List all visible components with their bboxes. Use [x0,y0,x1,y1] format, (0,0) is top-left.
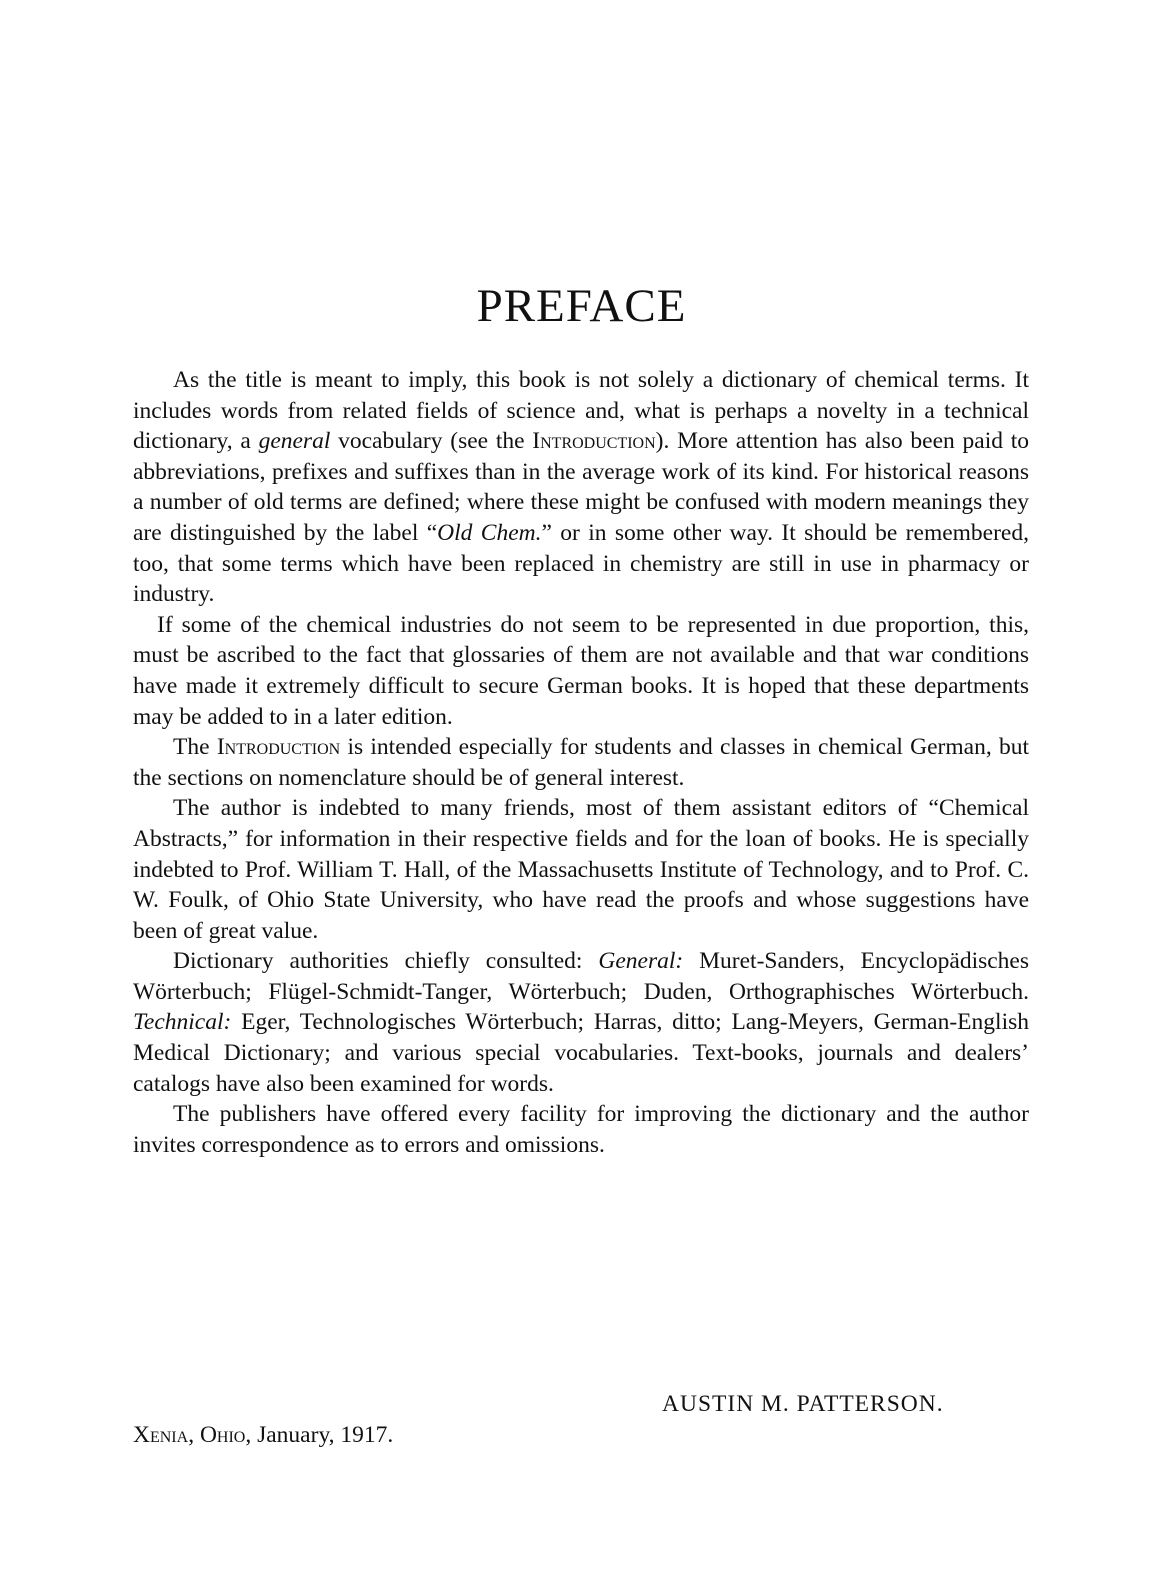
p3-text-a: The [173,734,217,761]
author-signature: AUSTIN M. PATTERSON. [662,1391,944,1417]
date-text: , January, 1917. [245,1422,394,1448]
p1-text-d: ” or in some other way. It should be remembered, too, that some terms which have been replaced in chemistry are still in use in pharmacy or industry. [133,519,1029,608]
preface-body [133,365,1029,1160]
p1-introduction: Introduction [532,428,656,455]
p1-old-chem: Old Chem. [437,519,542,546]
paragraph-1 [133,365,1029,610]
place-date [133,1422,393,1449]
p1-text-b: vocabulary (see the [330,428,533,455]
p5-technical: Technical: [133,1009,232,1036]
place-ohio: Ohio [199,1422,246,1448]
page-title: PREFACE [476,280,687,332]
paragraph-5 [133,946,1029,1099]
paragraph-3 [133,732,1029,793]
paragraph-2: If some of the chemical industries do not seem to be represented in due proportion, this, must be ascribed to the fact that glossaries of them are not available and that war conditions have made it extremely difficult to secure German books. It is hoped that these departments may be added to in a later edition. [133,611,1029,730]
p3-text-b: is intended especially for students and classes in chemical German, but the sections on nomenclature should be of general interest. [133,734,1029,791]
p3-introduction: Introduction [216,734,341,761]
place-xenia: Xenia [133,1422,189,1448]
p1-text-c: ). More attention has also been paid to abbreviations, prefixes and suffixes than in the average work of its kind. For historical reasons a number of old terms are defined; where these might be confused with modern meanings they are distinguished by the label “ [133,428,1030,546]
p5-text-b: Muret-Sanders, Encyclopädisches Wörterbuch; Flügel-Schmidt-Tanger, Wörterbuch; Duden, Orthographisches Wörterbuch. [133,948,1030,1005]
p1-text-a: As the title is meant to imply, this book is not solely a dictionary of chemical terms. It includes words from related fields of science and, what is perhaps a novelty in a technical dictionary, a [133,367,1029,455]
place-sep: , [188,1422,200,1448]
p1-general: general [258,428,331,455]
p5-text-a: Dictionary authorities chiefly consulted: [173,948,599,975]
p5-general: General: [598,948,684,975]
paragraph-4: The author is indebted to many friends, most of them assistant editors of “Chemical Abstracts,” for information in their respective fields and for the loan of books. He is specially indebted to Prof. William T. Hall, of the Massachusetts Institute of Technology, and to Prof. C. W. Foulk, of Ohio State University, who have read the proofs and whose suggestions have been of great value. [133,795,1029,944]
p5-text-c: Eger, Technologisches Wörterbuch; Harras, ditto; Lang-Meyers, German-English Medical Dictionary; and various special vocabularies. Text-books, journals and dealers’ catalogs have also been examined for words. [133,1009,1029,1097]
paragraph-6: The publishers have offered every facility for improving the dictionary and the author invites correspondence as to errors and omissions. [133,1101,1029,1158]
